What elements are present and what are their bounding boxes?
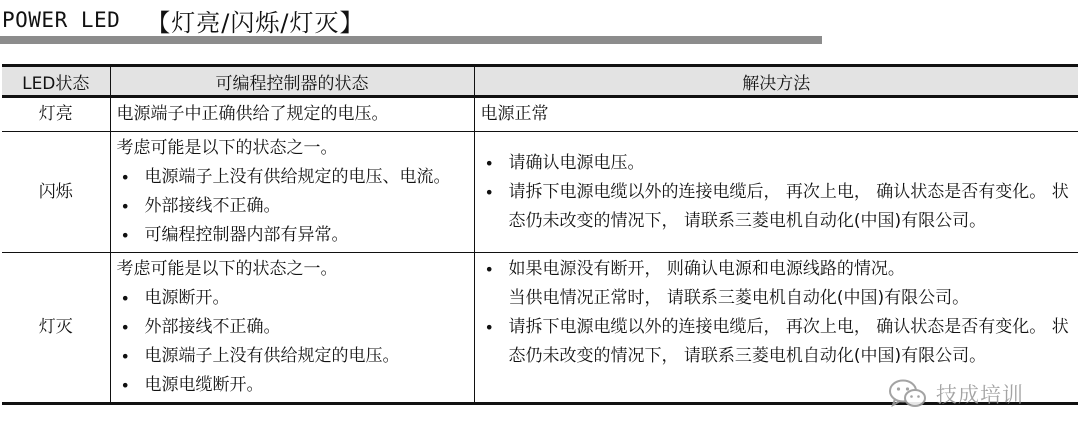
status-text: 电源端子中正确供给了规定的电压。	[116, 104, 389, 124]
solution-cell	[474, 132, 1078, 253]
wechat-icon	[888, 378, 928, 410]
watermark	[888, 378, 1024, 410]
status-list	[117, 284, 468, 400]
led-state-cell: 灯亮	[2, 97, 110, 132]
solution-list	[481, 313, 1073, 371]
list-item: • 外部接线不正确。	[117, 313, 468, 342]
section-title	[2, 4, 364, 36]
solution-text: 电源正常	[480, 104, 549, 124]
plc-state-cell	[110, 132, 474, 253]
status-intro: 考虑可能是以下的状态之一。	[116, 138, 338, 158]
solution-continuation: 当供电情况正常时， 请联系三菱电机自动化(中国)有限公司。	[508, 288, 970, 308]
list-item: • 电源端子上没有供给规定的电压。	[117, 342, 468, 371]
header-plc-state: 可编程控制器的状态	[110, 66, 474, 97]
status-list	[117, 163, 468, 250]
led-state-cell: 闪烁	[2, 132, 110, 253]
list-item: • 请确认电源电压。	[481, 149, 1073, 178]
status-intro: 考虑可能是以下的状态之一。	[116, 259, 338, 279]
plc-state-cell	[110, 97, 474, 132]
title-states: 【灯亮/闪烁/灯灭】	[146, 8, 365, 37]
table-header-row	[2, 66, 1078, 97]
list-item: • 请拆下电源电缆以外的连接电缆后， 再次上电， 确认状态是否有变化。 状态仍未改变的情况下， 请联系三菱电机自动化(中国)有限公司。	[481, 313, 1073, 371]
solution-cell	[474, 97, 1078, 132]
list-item: • 可编程控制器内部有异常。	[117, 221, 468, 250]
watermark-text: 技成培训	[936, 383, 1024, 407]
led-state-cell: 灯灭	[2, 253, 110, 404]
list-item: • 外部接线不正确。	[117, 192, 468, 221]
list-item: • 电源端子上没有供给规定的电压、电流。	[117, 163, 468, 192]
header-led-state: LED状态	[2, 66, 110, 97]
list-item: • 请拆下电源电缆以外的连接电缆后， 再次上电， 确认状态是否有变化。 状态仍未改变的情况下， 请联系三菱电机自动化(中国)有限公司。	[481, 178, 1073, 236]
list-item: • 电源电缆断开。	[117, 371, 468, 400]
plc-state-cell	[110, 253, 474, 404]
table-row	[2, 132, 1078, 253]
solution-list	[481, 149, 1073, 236]
led-status-table	[2, 64, 1078, 405]
table-row	[2, 97, 1078, 132]
title-underline	[0, 36, 822, 44]
header-solution: 解决方法	[474, 66, 1078, 97]
title-label: POWER LED	[2, 8, 121, 32]
solution-list	[481, 255, 1073, 284]
list-item: • 如果电源没有断开， 则确认电源和电源线路的情况。	[481, 255, 1073, 284]
list-item: • 电源断开。	[117, 284, 468, 313]
